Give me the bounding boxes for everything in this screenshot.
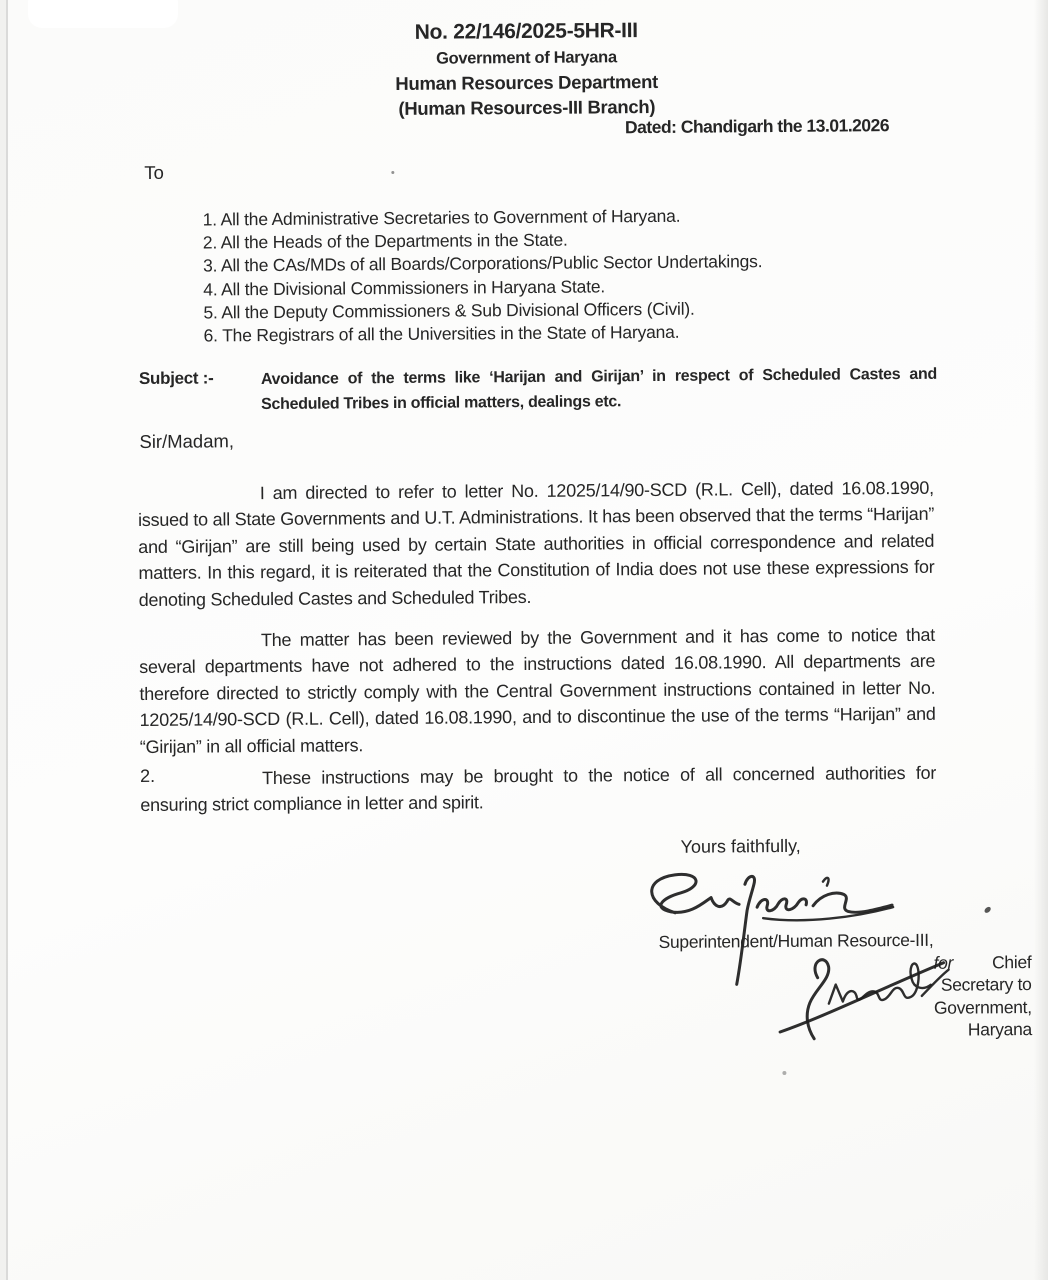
letter-header — [316, 18, 737, 120]
paragraph-2: The matter has been reviewed by the Government and it has come to notice that several departments have not adhered to the instructions dated 16.08.1990. All departments are therefore directed to strictly comply with the Central Government instructions contained in letter No. 12025/14/90-SCD (R.L. Cell), dated 16.08.1990, and to discontinue the use of the terms “Harijan” and “Girijan” in all official matters. — [139, 624, 936, 757]
addressee-item: 1. All the Administrative Secretaries to Government of Haryana. — [202, 205, 681, 230]
paragraph-3-block — [140, 760, 936, 819]
date-line: Dated: Chandigarh the 13.01.2026 — [624, 115, 890, 138]
branch-line: (Human Resources-III Branch) — [398, 95, 656, 119]
signatory-title: Superintendent/Human Resource-III, — [658, 929, 934, 952]
addressee-item: 3. All the CAs/MDs of all Boards/Corporations/Public Sector Undertakings. — [202, 251, 763, 276]
paragraph-1: I am directed to refer to letter No. 12025/14/90-SCD (R.L. Cell), dated 16.08.1990, issued to all State Governments and U.T. Administrations. It has been observed that the terms “Harijan” and “Girijan” are still being used by certain State authorities in official correspondence and related matters. In this regard, it is reiterated that the Constitution of India does not use these expressions for denoting Scheduled Castes and Scheduled Tribes. — [137, 477, 935, 610]
addressee-item: 6. The Registrars of all the Universities in the State of Haryana. — [203, 321, 680, 346]
addressee-list — [203, 203, 944, 348]
for-word: for — [933, 952, 954, 973]
addressee-item: 2. All the Heads of the Departments in the State. — [202, 229, 568, 253]
greeting: Sir/Madam, — [139, 430, 235, 453]
ink-speck — [984, 906, 992, 915]
subject-text: Avoidance of the terms like ‘Harijan and Girijan’ in respect of Scheduled Castes and Scheduled Tribes in official matters, dealings etc. — [260, 365, 937, 414]
government-line: Government of Haryana — [435, 48, 617, 68]
ink-speck — [782, 1071, 786, 1075]
salutation-to: To — [144, 161, 164, 183]
for-rest: Chief Secretary to Government, Haryana — [933, 951, 1032, 1040]
valediction: Yours faithfully, — [680, 835, 801, 857]
ink-speck — [391, 171, 394, 174]
addressee-item: 4. All the Divisional Commissioners in Haryana State. — [203, 275, 606, 300]
subject-label: Subject :- — [138, 368, 214, 389]
department-line: Human Resources Department — [395, 70, 659, 94]
handwritten-initials-icon — [771, 941, 957, 1047]
paragraph-3: These instructions may be brought to the notice of all concerned authorities for ensuring strict compliance in letter and spirit. — [140, 762, 937, 816]
addressee-item: 5. All the Deputy Commissioners & Sub Divisional Officers (Civil). — [203, 298, 695, 323]
reference-number: No. 22/146/2025-5HR-III — [414, 19, 638, 44]
paragraph-number: 2. — [139, 765, 156, 787]
